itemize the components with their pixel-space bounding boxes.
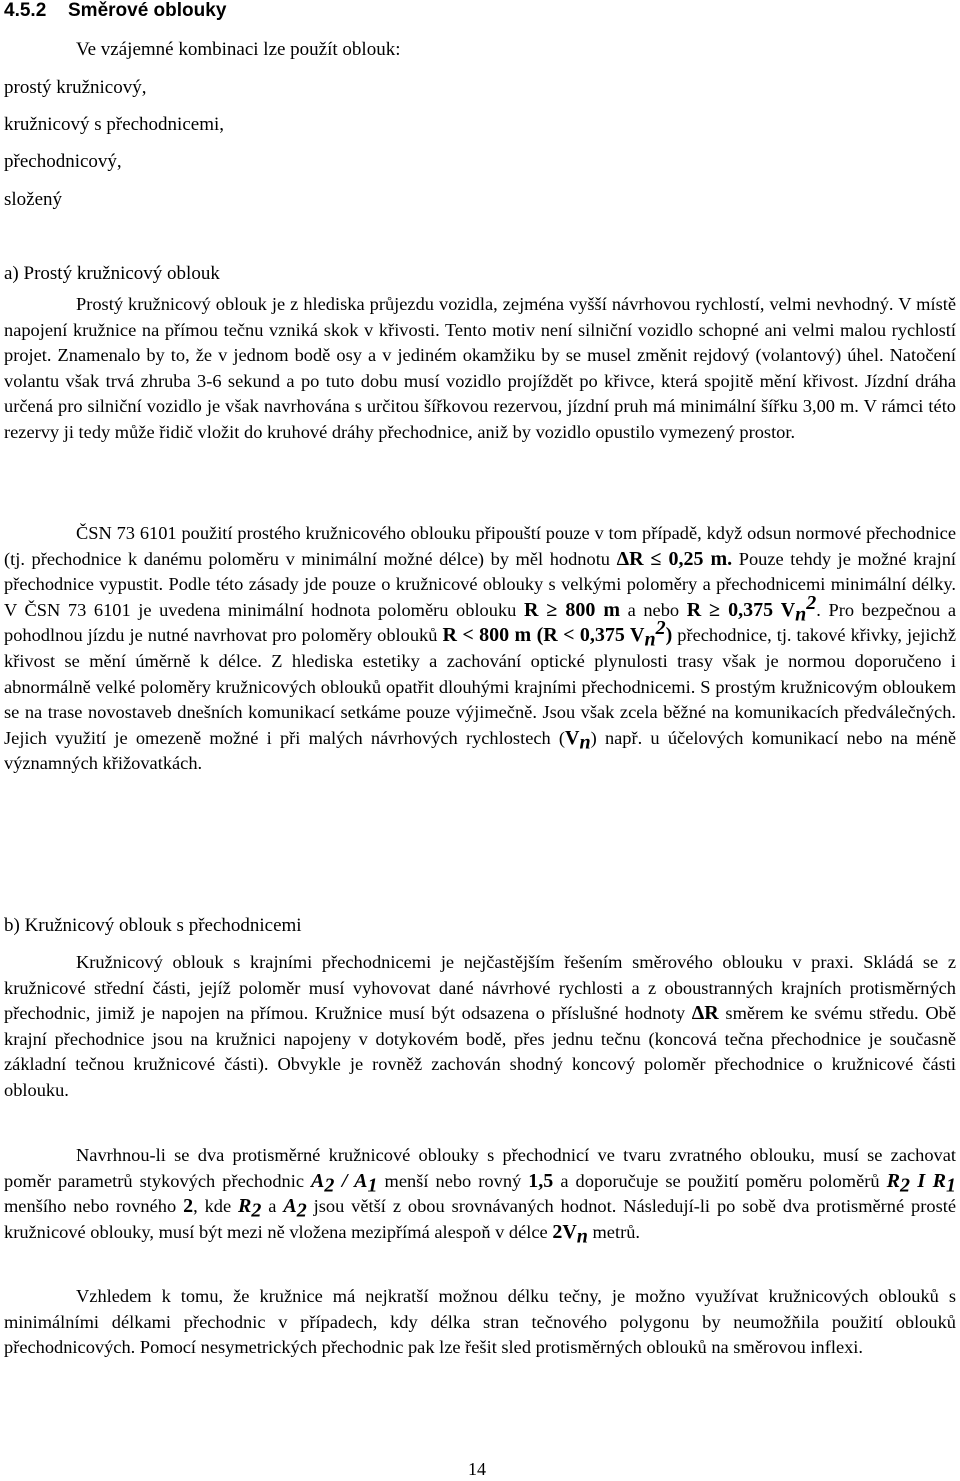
list-item: kružnicový s přechodnicemi, [4,114,225,135]
formula-r-ratio: R [886,1169,900,1192]
subsection-b-paragraph-2: Navrhnou-li se dva protisměrné kružnicové oblouky s přechodnicí ve tvaru zvratného oblouku, musí se zachovat poměr parametrů stykových přechodnic $A_2 / A_1$ menší nebo rovný 1,5 a doporučuje se použití poměru poloměrů $R_2$ I $R_1$ menšího nebo rovného 2, kde $R_2$ a $A_2$ jsou větší z obou srovnávaných hodnot. Následují-li po sobě dva protisměrné prosté kružnicové oblouky, musí být mezi ně vložena mezipřímá alespoň v délce $2V_n$ metrů. [4,1145,957,1248]
list-item: přechodnicový, [4,151,122,172]
subsection-b-paragraph-1: Kružnicový oblouk s krajními přechodnicemi je nejčastějším řešením směrového oblouku v praxi. Skládá se z kružnicové střední části, jejíž poloměr musí vyhovovat dané návrhové rychlosti a z oboustranných krajních protisměrných přechodnic, jimiž je napojen na přímou. Kružnice musí být odsazena o příslušné hodnoty ΔR směrem ke svému středu. Obě krajní přechodnice jsou na kružnici napojeny v dotykovém bodě, přes jednu tečnu (koncová tečna přechodnice je současně základní tečnou kružnicové části). Obvykle je rovněž zachován shodný koncový poloměr přechodnice o kružnicové části oblouku. [4,952,956,1100]
list-item: složený [4,189,63,210]
subsection-a-paragraph-1: Prostý kružnicový oblouk je z hlediska průjezdu vozidla, zejména vyšší návrhovou rychlostí, velmi nevhodný. V místě napojení kružnice na přímou tečnu vzniká skok v křivosti. Tento motiv není silniční vozidlo schopné ani velmi malou rychlostí projet. Znamenalo by to, že v jednom bodě osy a v jediném okamžiku by se musel změnit rejdový (volantový) úhel. Natočení volantu však trvá zhruba 3-6 sekund a po tuto dobu musí vozidlo projíždět po křivce, která spojitě mění křivost. Jízdní dráha určená pro silniční vozidlo je však navrhována s určitou šířkovou rezervou, jízdní pruh má minimální šířku 3,00 m. V rámci této rezervy ji tedy může řidič vložit do kruhové dráhy přechodnice, aniž by vozidlo opustilo vymezený prostor. [4,294,956,442]
formula-r-range: R < 800 m (R < 0,375 V [442,624,645,647]
subsection-b-title: b) Kružnicový oblouk s přechodnicemi [4,915,302,936]
subsection-a-title: a) Prostý kružnicový oblouk [4,263,220,284]
formula-delta-r: ΔR ≤ 0,25 m. [616,547,733,570]
formula-r-min: R ≥ 800 m [523,598,620,621]
list-item: prostý kružnicový, [4,77,147,98]
formula-vn: V [565,726,580,749]
section-title: Směrové oblouky [68,0,227,21]
intro-text: Ve vzájemné kombinaci lze použít oblouk: [76,39,401,60]
formula-r-vn: R ≥ 0,375 V [686,598,796,621]
page-number: 14 [468,1459,486,1479]
subsection-b-paragraph-3: Vzhledem k tomu, že kružnice má nejkratší možnou délku tečny, je možno využívat kružnicových oblouků s minimálními délkami přechodnic v případech, kdy délka stran tečnového polygonu by neumožňila použití oblouků přechodnicových. Pomocí nesymetrických přechodnic pak lze řešit sled protisměrných oblouků na směrovou inflexi. [4,1286,956,1358]
formula-a-ratio: A [311,1169,325,1192]
subsection-a-paragraph-2: ČSN 73 6101 použití prostého kružnicového oblouku připouští pouze v tom případě, když odsun normové přechodnice (tj. přechodnice k danému poloměru v minimální možné délce) by měl hodnotu ΔR ≤ 0,25 m. Pouze tehdy je možné krajní přechodnice vypustit. Podle této zásady jde pouze o kružnicové oblouky s velkými poloměry a přechodnicemi minimální délky. V ČSN 73 6101 je uvedena minimální hodnota poloměru oblouku R ≥ 800 m a nebo R ≥ 0,375 $V_n^2$. Pro bezpečnou a pohodlnou jízdu je nutné navrhovat pro poloměry oblouků R < 800 m (R < 0,375 $V_n^2$) přechodnice, tj. takové křivky, jejichž křivost se mění úměrně k délce. Z hlediska estetiky a zachování optické plynulosti trasy však je normou doporučeno i abnormálně velké poloměry kružnicových oblouků opatřit dlouhými krajními přechodnicemi. S prostým kružnicovým obloukem se na trase novostaveb dnešních komunikací setkáme pouze výjimečně. Jsou však zcela běžné na komunikacích předválečných. Jejich využití je omezeně možné i při malých návrhových rychlostech $(V_n)$ např. u účelových komunikací nebo na méně významných křižovatkách. [4,523,957,774]
section-number: 4.5.2 [4,0,47,21]
section-heading [4,0,226,24]
formula-delta-r: ΔR [691,1002,719,1025]
